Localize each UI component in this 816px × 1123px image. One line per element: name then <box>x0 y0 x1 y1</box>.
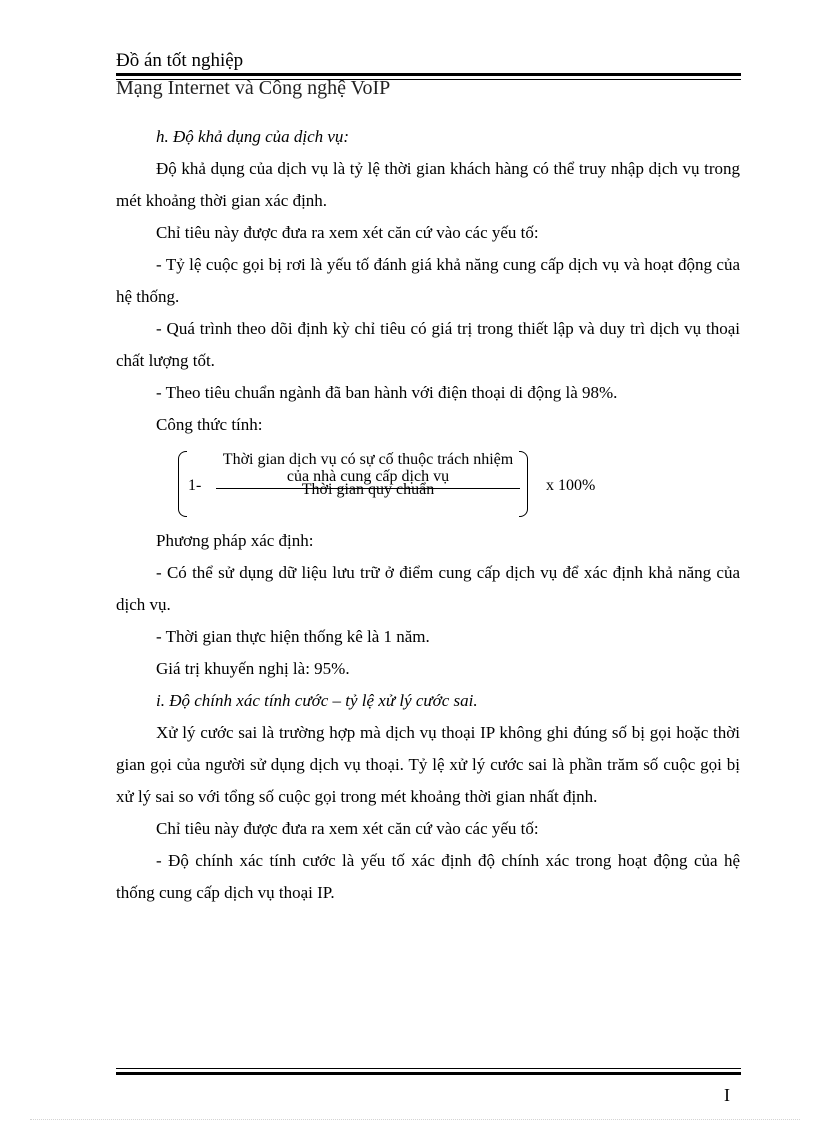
section-h-recommended: Giá trị khuyến nghị là: 95%. <box>156 659 350 678</box>
formula-prefix: 1- <box>188 477 202 494</box>
section-h-criteria-intro: Chỉ tiêu này được đưa ra xem xét căn cứ vào các yếu tố: <box>156 223 539 242</box>
formula-numerator: Thời gian dịch vụ có sự cố thuộc trách nhiệm của nhà cung cấp dịch vụ <box>222 451 514 485</box>
section-h-bullet-2: - Quá trình theo dõi định kỳ chỉ tiêu có giá trị trong thiết lập và duy trì dịch vụ thoại chất lượng tốt. <box>116 319 740 370</box>
section-h-bullet-1: - Tỷ lệ cuộc gọi bị rơi là yếu tố đánh giá khả năng cung cấp dịch vụ và hoạt động của hệ thống. <box>116 255 740 306</box>
formula-left-bracket <box>178 451 187 517</box>
section-h-method-label: Phương pháp xác định: <box>156 531 314 550</box>
footer-rule-thick <box>116 1072 741 1075</box>
section-i-bullet-1: - Độ chính xác tính cước là yếu tố xác định độ chính xác trong hoạt động của hệ thống cung cấp dịch vụ thoại IP. <box>116 851 740 902</box>
page-edge-line <box>30 1119 800 1120</box>
section-i-criteria-intro: Chỉ tiêu này được đưa ra xem xét căn cứ vào các yếu tố: <box>156 819 539 838</box>
document-body <box>116 121 740 909</box>
section-h-definition: Độ khả dụng của dịch vụ là tỷ lệ thời gian khách hàng có thể truy nhập dịch vụ trong mét khoảng thời gian xác định. <box>116 159 740 210</box>
section-i-definition: Xử lý cước sai là trường hợp mà dịch vụ thoại IP không ghi đúng số bị gọi hoặc thời gian gọi của người sử dụng dịch vụ thoại. Tỷ lệ xử lý cước sai là phần trăm số cuộc gọi bị xử lý sai so với tổng số cuộc gọi trong mét khoảng thời gian nhất định. <box>116 723 740 806</box>
section-h-heading: h. Độ khả dụng của dịch vụ: <box>156 127 350 146</box>
footer-rule-thin <box>116 1068 741 1069</box>
section-h-method-2: - Thời gian thực hiện thống kê là 1 năm. <box>156 627 430 646</box>
availability-formula <box>116 451 740 525</box>
page-number: I <box>724 1085 730 1105</box>
header-rule-thick <box>116 73 741 76</box>
section-h-bullet-3: - Theo tiêu chuẩn ngành đã ban hành với điện thoại di động là 98%. <box>156 383 618 402</box>
formula-right-bracket <box>519 451 528 517</box>
header-subtitle: Mạng Internet và Công nghệ VoIP <box>116 77 391 99</box>
section-h-formula-label: Công thức tính: <box>156 415 263 434</box>
section-i-heading: i. Độ chính xác tính cước – tỷ lệ xử lý cước sai. <box>156 691 478 710</box>
header-title: Đồ án tốt nghiệp <box>116 50 244 71</box>
formula-denominator: Thời gian quy chuẩn <box>301 481 435 498</box>
section-h-method-1: - Có thể sử dụng dữ liệu lưu trữ ở điểm cung cấp dịch vụ để xác định khả năng của dịch vụ. <box>116 563 740 614</box>
formula-multiplier: x 100% <box>546 477 596 494</box>
